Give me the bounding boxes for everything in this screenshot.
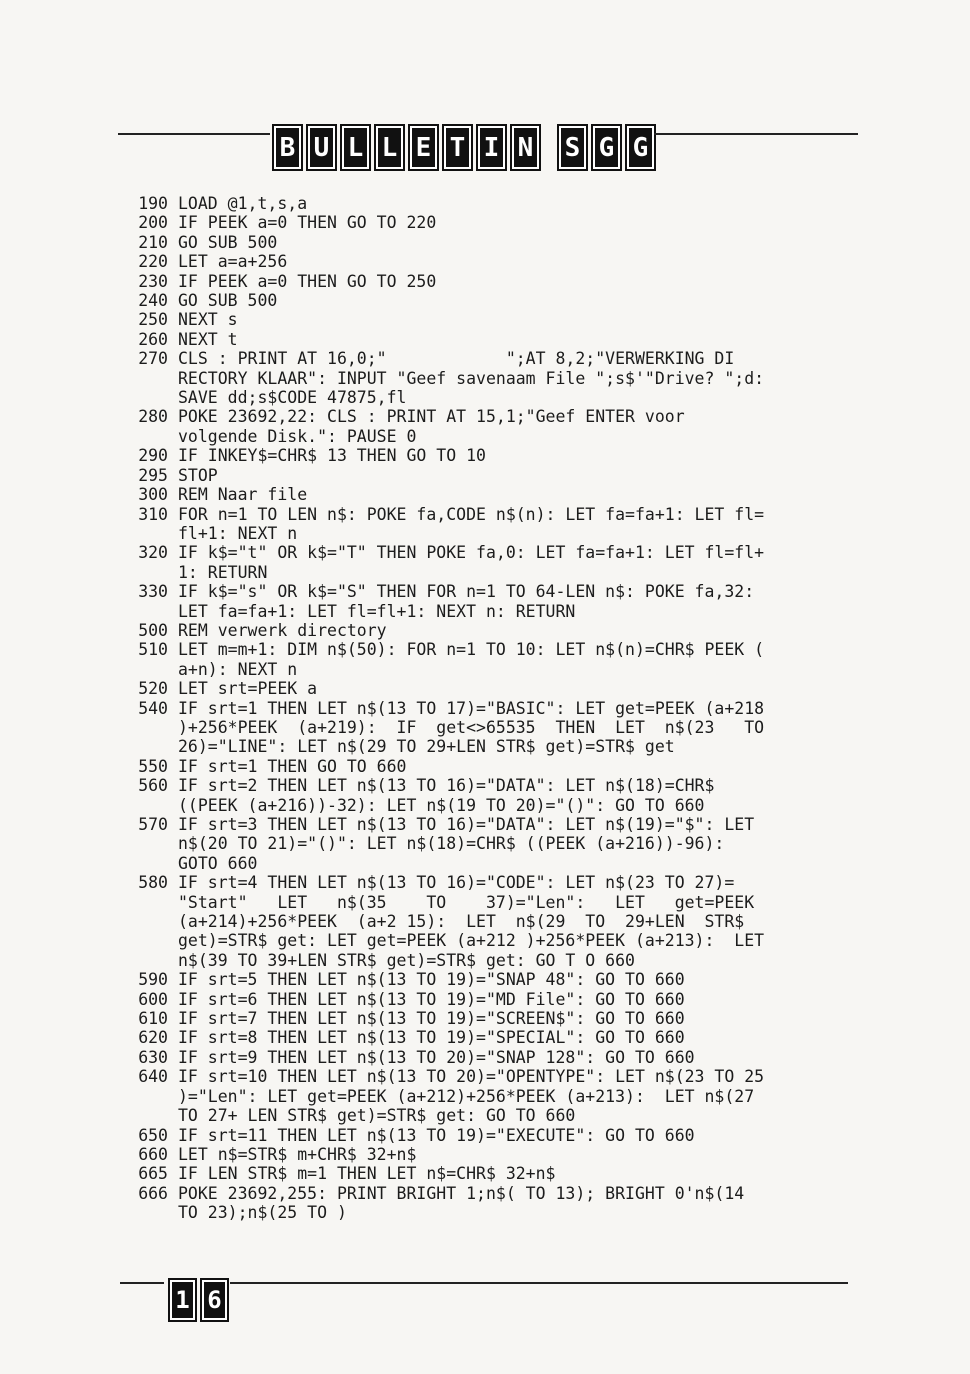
line-number: 280 xyxy=(138,407,168,427)
line-code xyxy=(178,252,870,271)
listing-line xyxy=(110,213,870,232)
listing-line xyxy=(110,1048,870,1067)
code-segment: IF k$="s" OR k$="S" THEN FOR n=1 TO 64-LEN n$: POKE fa,32: xyxy=(178,582,755,602)
page-number-digit: 6 xyxy=(200,1278,229,1322)
listing-line xyxy=(110,233,870,252)
listing-line xyxy=(110,970,870,989)
code-segment: a+n): NEXT n xyxy=(178,659,298,679)
line-code xyxy=(178,407,870,446)
code-segment: IF srt=9 THEN LET n$(13 TO 20)="SNAP 128": GO TO 660 xyxy=(178,1047,695,1067)
code-segment: IF PEEK a=0 THEN GO TO 250 xyxy=(178,271,437,291)
code-segment: GOTO 660 xyxy=(178,853,258,873)
line-code xyxy=(178,466,870,485)
code-segment: "Start" LET n$(35 TO 37)="Len": LET get=PEEK xyxy=(178,892,755,912)
code-segment: STOP xyxy=(178,465,218,485)
line-code xyxy=(178,446,870,465)
masthead-letter: L xyxy=(340,124,371,171)
code-segment: IF srt=5 THEN LET n$(13 TO 19)="SNAP 48": GO TO 660 xyxy=(178,970,685,990)
listing-line xyxy=(110,679,870,698)
masthead-letter: U xyxy=(306,124,337,171)
listing-line xyxy=(110,873,870,970)
masthead-letter: I xyxy=(476,124,507,171)
code-segment: POKE 23692,22: CLS : PRINT AT 15,1;"Geef ENTER voor xyxy=(178,407,685,427)
line-number: 260 xyxy=(138,329,168,349)
line-code xyxy=(178,1067,870,1125)
code-segment: IF srt=11 THEN LET n$(13 TO 19)="EXECUTE": GO TO 660 xyxy=(178,1125,695,1145)
line-number: 666 xyxy=(138,1183,168,1203)
line-code xyxy=(178,679,870,698)
line-code xyxy=(178,1164,870,1183)
line-number: 590 xyxy=(138,970,168,990)
code-segment: LET fa=fa+1: LET fl=fl+1: NEXT n: RETURN xyxy=(178,601,576,621)
code-segment: GO SUB 500 xyxy=(178,232,278,252)
line-code xyxy=(178,640,870,679)
line-number: 250 xyxy=(138,310,168,330)
line-code xyxy=(178,291,870,310)
listing-line xyxy=(110,407,870,446)
page-number-digit: 1 xyxy=(168,1278,197,1322)
line-number: 620 xyxy=(138,1028,168,1048)
code-segment: IF srt=3 THEN LET n$(13 TO 16)="DATA": LET n$(19)="$": LET xyxy=(178,815,755,834)
line-number: 610 xyxy=(138,1009,168,1029)
code-segment: POKE 23692,255: PRINT BRIGHT 1;n$( TO 13); BRIGHT 0'n$(14 xyxy=(178,1183,745,1203)
line-code xyxy=(178,213,870,232)
listing-line xyxy=(110,1009,870,1028)
line-number: 510 xyxy=(138,640,168,660)
listing-line xyxy=(110,1067,870,1125)
listing-line xyxy=(110,505,870,544)
listing-line xyxy=(110,291,870,310)
line-code xyxy=(178,621,870,640)
line-code xyxy=(178,1009,870,1028)
line-number: 320 xyxy=(138,543,168,563)
listing-line xyxy=(110,446,870,465)
code-segment: CLS : PRINT AT 16,0;" ";AT 8,2;"VERWERKING DI xyxy=(178,349,735,369)
listing-line xyxy=(110,640,870,679)
line-number: 200 xyxy=(138,213,168,233)
line-number: 580 xyxy=(138,873,168,893)
listing-line xyxy=(110,776,870,815)
masthead-letter: E xyxy=(408,124,439,171)
code-segment: NEXT s xyxy=(178,310,238,330)
line-code xyxy=(178,1126,870,1145)
line-number: 665 xyxy=(138,1164,168,1184)
listing-line xyxy=(110,194,870,213)
code-segment: IF srt=8 THEN LET n$(13 TO 19)="SPECIAL": GO TO 660 xyxy=(178,1028,685,1048)
line-code xyxy=(178,815,870,873)
line-code xyxy=(178,233,870,252)
listing-line xyxy=(110,466,870,485)
code-segment: ((PEEK (a+216))-32): LET n$(19 TO 20)="()": GO TO 660 xyxy=(178,795,705,815)
code-segment: (a+214)+256*PEEK (a+2 15): LET n$(29 TO 29+LEN STR$ xyxy=(178,912,745,932)
line-number: 570 xyxy=(138,815,168,834)
line-number: 660 xyxy=(138,1144,168,1164)
code-segment: REM verwerk directory xyxy=(178,620,387,640)
line-number: 540 xyxy=(138,698,168,718)
code-segment: IF srt=2 THEN LET n$(13 TO 16)="DATA": LET n$(18)=CHR$ xyxy=(178,776,715,796)
line-code xyxy=(178,330,870,349)
line-code xyxy=(178,776,870,815)
line-number: 230 xyxy=(138,271,168,291)
code-segment: SAVE dd;s$CODE 47875,fl xyxy=(178,388,407,408)
line-code xyxy=(178,1028,870,1047)
line-code xyxy=(178,990,870,1009)
header-rule-right xyxy=(654,133,858,135)
code-segment: 26)="LINE": LET n$(29 TO 29+LEN STR$ get)=STR$ get xyxy=(178,737,675,757)
listing-line xyxy=(110,252,870,271)
line-code xyxy=(178,1145,870,1164)
code-segment: LET a=a+256 xyxy=(178,252,288,272)
code-segment: FOR n=1 TO LEN n$: POKE fa,CODE n$(n): LET fa=fa+1: LET fl= xyxy=(178,504,765,524)
code-segment: IF LEN STR$ m=1 THEN LET n$=CHR$ 32+n$ xyxy=(178,1164,556,1184)
line-number: 290 xyxy=(138,446,168,466)
listing-line xyxy=(110,757,870,776)
line-code xyxy=(178,485,870,504)
code-segment: IF srt=1 THEN GO TO 660 xyxy=(178,756,407,776)
header-rule-left xyxy=(118,133,270,135)
line-code xyxy=(178,1048,870,1067)
listing-line xyxy=(110,1145,870,1164)
code-segment: LET srt=PEEK a xyxy=(178,679,318,699)
line-number: 330 xyxy=(138,582,168,602)
line-number: 300 xyxy=(138,485,168,505)
code-segment: get)=STR$ get: LET get=PEEK (a+212 )+256*PEEK (a+213): LET xyxy=(178,931,765,951)
code-segment: IF srt=1 THEN LET n$(13 TO 17)="BASIC": LET get=PEEK (a+218 xyxy=(178,698,765,718)
line-code xyxy=(178,543,870,582)
code-segment: )+256*PEEK (a+219): IF get<>65535 THEN LET n$(23 TO xyxy=(178,717,765,737)
masthead-letter: G xyxy=(625,124,656,171)
line-code xyxy=(178,1184,870,1223)
line-code xyxy=(178,505,870,544)
listing-line xyxy=(110,990,870,1009)
line-number: 190 xyxy=(138,194,168,213)
code-segment: LET m=m+1: DIM n$(50): FOR n=1 TO 10: LET n$(n)=CHR$ PEEK ( xyxy=(178,640,765,660)
line-number: 240 xyxy=(138,291,168,311)
masthead-letter: L xyxy=(374,124,405,171)
masthead-letter: S xyxy=(557,124,588,171)
code-segment: LET n$=STR$ m+CHR$ 32+n$ xyxy=(178,1144,417,1164)
listing-line xyxy=(110,621,870,640)
listing-line xyxy=(110,272,870,291)
code-segment: volgende Disk.": PAUSE 0 xyxy=(178,426,417,446)
code-segment: IF k$="t" OR k$="T" THEN POKE fa,0: LET fa=fa+1: LET fl=fl+ xyxy=(178,543,765,563)
line-code xyxy=(178,699,870,757)
code-segment: IF srt=10 THEN LET n$(13 TO 20)="OPENTYPE": LET n$(23 TO 25 xyxy=(178,1067,765,1087)
line-number: 650 xyxy=(138,1125,168,1145)
line-number: 220 xyxy=(138,252,168,272)
line-number: 310 xyxy=(138,504,168,524)
line-number: 210 xyxy=(138,232,168,252)
code-segment: REM Naar file xyxy=(178,485,308,505)
code-segment: fl+1: NEXT n xyxy=(178,523,298,543)
line-code xyxy=(178,194,870,213)
code-segment: n$(20 TO 21)="()": LET n$(18)=CHR$ ((PEEK (a+216))-96): xyxy=(178,834,725,854)
line-code xyxy=(178,873,870,970)
line-code xyxy=(178,310,870,329)
code-segment: )="Len": LET get=PEEK (a+212)+256*PEEK (a+213): LET n$(27 xyxy=(178,1086,755,1106)
line-number: 630 xyxy=(138,1047,168,1067)
masthead-letter: B xyxy=(272,124,303,171)
line-number: 500 xyxy=(138,620,168,640)
masthead-letter: N xyxy=(510,124,541,171)
listing-line xyxy=(110,582,870,621)
code-segment: TO 23);n$(25 TO ) xyxy=(178,1203,347,1223)
page-number xyxy=(168,1278,229,1322)
line-number: 520 xyxy=(138,679,168,699)
line-code xyxy=(178,272,870,291)
code-segment: IF srt=6 THEN LET n$(13 TO 19)="MD File": GO TO 660 xyxy=(178,989,685,1009)
listing-line xyxy=(110,1164,870,1183)
footer-rule xyxy=(230,1282,848,1284)
listing-line xyxy=(110,815,870,873)
footer-rule-left xyxy=(120,1282,164,1284)
code-segment: 1: RETURN xyxy=(178,562,268,582)
code-segment: IF PEEK a=0 THEN GO TO 220 xyxy=(178,213,437,233)
line-number: 550 xyxy=(138,756,168,776)
basic-listing xyxy=(110,194,870,1223)
code-segment: RECTORY KLAAR": INPUT "Geef savenaam File ";s$'"Drive? ";d: xyxy=(178,368,765,388)
listing-line xyxy=(110,310,870,329)
masthead-letter: G xyxy=(591,124,622,171)
masthead xyxy=(272,124,656,171)
line-code xyxy=(178,970,870,989)
listing-line xyxy=(110,543,870,582)
code-segment: IF srt=4 THEN LET n$(13 TO 16)="CODE": LET n$(23 TO 27)= xyxy=(178,873,735,893)
line-number: 600 xyxy=(138,989,168,1009)
listing-line xyxy=(110,1126,870,1145)
listing-line xyxy=(110,1028,870,1047)
listing-line xyxy=(110,349,870,407)
code-segment: LOAD @1,t,s,a xyxy=(178,194,308,213)
masthead-letter: T xyxy=(442,124,473,171)
code-segment: IF srt=7 THEN LET n$(13 TO 19)="SCREEN$": GO TO 660 xyxy=(178,1009,685,1029)
code-segment: TO 27+ LEN STR$ get)=STR$ get: GO TO 660 xyxy=(178,1106,576,1126)
code-segment: n$(39 TO 39+LEN STR$ get)=STR$ get: GO T O 660 xyxy=(178,950,635,970)
listing-line xyxy=(110,1184,870,1223)
line-code xyxy=(178,349,870,407)
line-number: 270 xyxy=(138,349,168,369)
code-segment: GO SUB 500 xyxy=(178,291,278,311)
line-code xyxy=(178,582,870,621)
line-number: 640 xyxy=(138,1067,168,1087)
code-segment: NEXT t xyxy=(178,329,238,349)
line-code xyxy=(178,757,870,776)
listing-line xyxy=(110,699,870,757)
listing-line xyxy=(110,485,870,504)
line-number: 295 xyxy=(138,465,168,485)
code-segment: IF INKEY$=CHR$ 13 THEN GO TO 10 xyxy=(178,446,486,466)
line-number: 560 xyxy=(138,776,168,796)
listing-line xyxy=(110,330,870,349)
